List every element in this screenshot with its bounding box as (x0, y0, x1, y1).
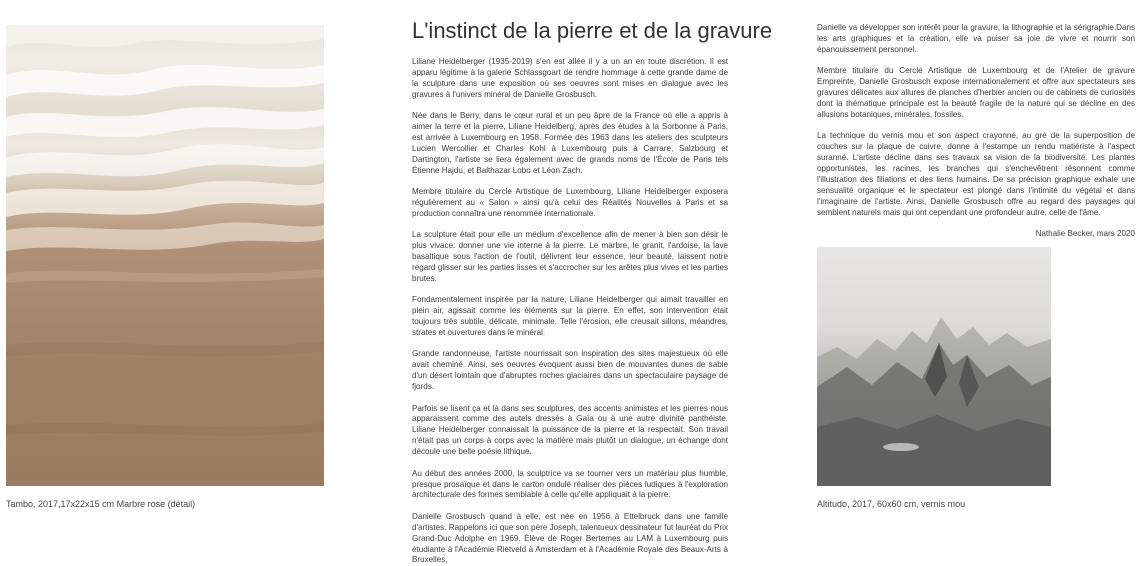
paragraph: Parfois se lisent ça et là dans ses sculptures, des accents animistes et les pierres nous apparaissent comme des autels dressés à Gaïa ou à une autre divinité panthéiste. Liliane Heidelberger connaissait la puissance de la pierre et la respectait. Son travail n'était pas un corps à corps avec la matière mais plutôt un dialogue, un échange dont découle une belle poésie lithique. (412, 403, 728, 457)
mountain-landscape-illustration (817, 247, 1051, 486)
paragraph: Danielle Grosbusch quand à elle, est née en 1956 à Ettelbruck dans une famille d'artistes. Rappelons ici que son père Joseph, talentueux dessinateur fut lauréat du Prix Grand-Duc Adolphe en 1969. Élève de Roger Bertemes au LAM à Luxembourg puis étudiante à l'Académie Rietveld à Amsterdam et à l'Académie Royale des Beaux-Arts à Bruxelles, (412, 511, 728, 565)
article-middle-column (412, 57, 728, 565)
paragraph: Née dans le Berry, dans le cœur rural et un peu âpre de la France où elle a appris à aimer la terre et la pierre, Liliane Heidelberg, après des études à la Sorbonne à Paris, est arrivée à Luxembourg en 1958. Formée dès 1963 dans les ateliers des sculpteurs Lucien Wercollier et Charles Kohl à Luxembourg puis à Carrare, Salzbourg et Dartington, l'artiste se liera également avec de grands noms de l'École de Paris tels Étienne Hajdu, et Balthazar Lobo et Léon Zach. (412, 111, 728, 175)
article-title: L'instinct de la pierre et de la gravure (412, 18, 773, 43)
paragraph: Membre titulaire du Cercle Artistique de Luxembourg et de l'Atelier de gravure Empreinte, Danielle Grosbusch expose internationalement et offre aux spectateurs ses gravures délicates aux allures de planches d'herbier ancien ou de cabinets de curiosités dont la thématique principale est la beauté fragile de la nature qui se décline en des allusions botaniques, minérales, fossiles. (817, 66, 1135, 119)
paragraph: Membre titulaire du Cercle Artistique de Luxembourg, Liliane Heidelberger exposera régulièrement au « Salon » ainsi qu'à celui des Réalités Nouvelles à Paris et sa production connaîtra une renommée internationale. (412, 187, 728, 218)
paragraph: Danielle va développer son intérêt pour la gravure, la lithographie et la sérigraphie.Dans les arts graphiques et la création, elle va puiser sa joie de vivre et nourrir son épanouissement personnel. (817, 23, 1135, 54)
paragraph: Liliane Heidelberger (1935-2019) s'en est allée il y a un an en toute discrétion. Il est apparu légitime à la galerie Schlassgoart de rendre hommage à cette grande dame de la sculpture dans une exposition où ses oeuvres sont mises en dialogue avec les gravures à l'univers minéral de Danielle Grosbusch. (412, 57, 728, 99)
paragraph: Fondamentalement inspirée par la nature, Liliane Heidelberger qui aimait travailler en plein air, agissait comme les éléments sur la pierre. En effet, son intervention était toujours très subtile, délicate, minimale. Telle l'érosion, elle creusait sillons, méandres, strates et ouvertures dans le minéral. (412, 295, 728, 338)
paragraph: Au début des années 2000, la sculptrice va se tourner vers un matériau plus humble, presque prosaïque et dans le carton ondulé réaliser des pièces ludiques à l'exploration architecturale des formes semblable à celle qu'elle appliquait à la pierre. (412, 468, 728, 500)
etching-photo (817, 247, 1051, 486)
article-right-column (817, 23, 1135, 250)
paragraph: La sculpture était pour elle un médium d'excellence afin de mener à bien son désir le plus vivace: donner une vie interne à la pierre. Le marbre, le granit, l'ardoise, la lave basaltique sous l'action de l'outil, délivrent leur essence, leur beauté, laissent notre regard glisser sur les parties lisses et s'accrocher sur les arêtes plus vives et les parties brutes. (412, 230, 728, 283)
right-image-caption: Altitudo, 2017, 60x60 cm, vernis mou (817, 499, 966, 509)
paragraph: Grande randonneuse, l'artiste nourrissait son inspiration des sites majestueux où elle avait cheminé. Ainsi, ses oeuvres évoquent aussi bien de mouvantes dunes de sable d'un désert lointain que d'abruptes roches glaciaires dans un spectaculaire paysage de fjords. (412, 349, 728, 392)
sculpture-photo (6, 25, 324, 486)
author-signature: Nathalie Becker, mars 2020 (1035, 229, 1135, 238)
marble-strata-illustration (6, 25, 324, 486)
paragraph: La technique du vernis mou et son aspect crayonné, au gré de la superposition de couches sur la plaque de cuivre, donne à l'estampe un rendu matiériste à l'aspect suranné. L'artiste décline dans ses travaux sa vision de la biodiversité. Les plantes opportunistes, les racines, les branches qui s'enchevêtrent résonnent comme l'illustration des filiations et des liens humains. De sa précision graphique exhale une sensualité organique et le spectateur est plongé dans l'intimité du végétal et dans l'imaginaire de l'artiste. Ainsi, Danielle Grosbusch offre au regard des paysages qui semblent naturels mais qui ont cependant une profondeur autre, celle de l'âme. (817, 131, 1135, 217)
left-image-caption: Tambo, 2017,17x22x15 cm Marbre rose (détail) (6, 499, 196, 509)
